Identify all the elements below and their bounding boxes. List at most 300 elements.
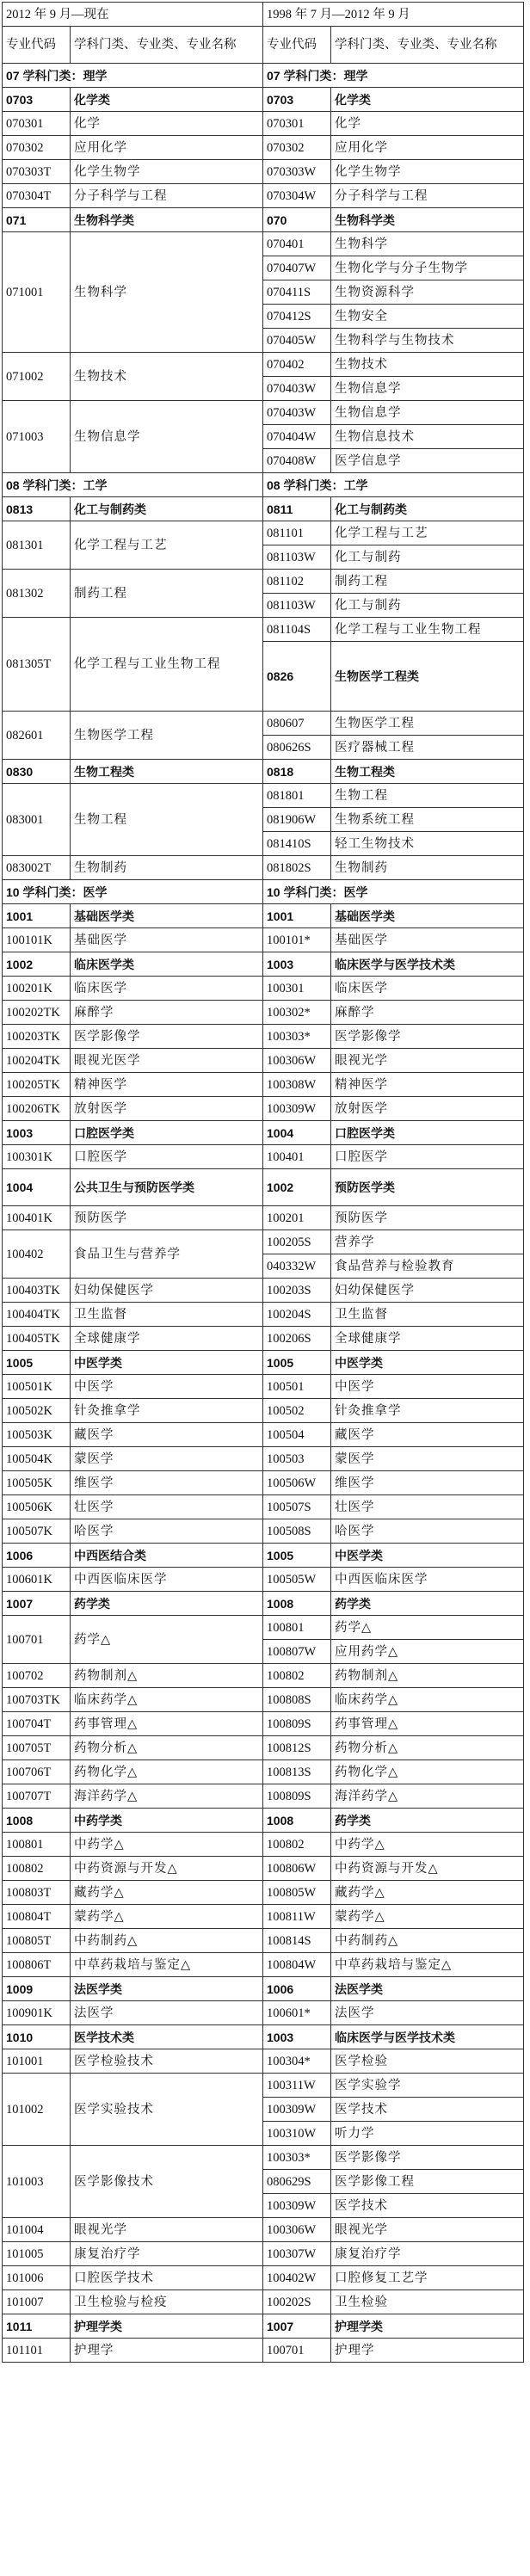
major-row [3, 1760, 524, 1784]
major-name-old: 预防医学 [331, 1206, 524, 1230]
major-name-new: 中药资源与开发△ [71, 1857, 263, 1881]
major-code-new: 100601K [3, 1568, 71, 1592]
category-name-new: 中医学类 [71, 1351, 263, 1375]
major-code-new: 070302 [3, 136, 71, 160]
major-code-new: 071002 [3, 353, 71, 401]
major-name-new: 生物医学工程 [71, 712, 263, 760]
major-code-new: 100505K [3, 1471, 71, 1495]
major-name-new: 化学工程与工业生物工程 [71, 618, 263, 712]
major-name-new: 临床医学 [71, 977, 263, 1001]
major-row [3, 2339, 524, 2363]
major-name-old: 中医学 [331, 1375, 524, 1399]
major-code-new: 100801 [3, 1833, 71, 1857]
major-name-new: 维医学 [71, 1471, 263, 1495]
major-code-new: 101007 [3, 2290, 71, 2314]
category-row [3, 1544, 524, 1568]
major-code-new: 070301 [3, 112, 71, 136]
major-code-new: 100507K [3, 1519, 71, 1544]
category-row [3, 1351, 524, 1375]
major-row [3, 1423, 524, 1447]
major-code-new: 100504K [3, 1447, 71, 1471]
major-row [3, 1279, 524, 1303]
category-name-new: 公共卫生与预防医学类 [71, 1169, 263, 1206]
major-code-new: 100203TK [3, 1025, 71, 1049]
major-code-new: 100806T [3, 1953, 71, 1977]
major-row [3, 1736, 524, 1760]
major-name-new: 全球健康学 [71, 1327, 263, 1351]
category-code-new: 1007 [3, 1592, 71, 1616]
major-name-new: 生物工程 [71, 784, 263, 856]
major-name-old: 听力学 [331, 2122, 524, 2146]
category-row [3, 2025, 524, 2049]
major-name-old: 药物化学△ [331, 1760, 524, 1784]
category-name-old: 化学类 [331, 88, 524, 112]
major-name-old: 生物科学与生物技术 [331, 329, 524, 353]
major-name-new: 海洋药学△ [71, 1784, 263, 1809]
major-code-old: 100302* [263, 1001, 331, 1025]
major-code-old: 100807W [263, 1640, 331, 1664]
category-name-new: 法医学类 [71, 1977, 263, 2001]
discipline-old: 08 学科门类：工学 [263, 473, 524, 497]
discipline-row [3, 64, 524, 88]
major-name-new: 妇幼保健医学 [71, 1279, 263, 1303]
major-name-old: 化学生物学 [331, 160, 524, 184]
major-code-old: 070302 [263, 136, 331, 160]
major-code-new: 100202TK [3, 1001, 71, 1025]
major-code-old: 100801 [263, 1616, 331, 1640]
major-name-old: 分子科学与工程 [331, 184, 524, 208]
category-code-new: 0703 [3, 88, 71, 112]
major-row [3, 1327, 524, 1351]
major-code-old: 070408W [263, 449, 331, 473]
major-code-old: 100202S [263, 2290, 331, 2314]
major-name-old: 中药资源与开发△ [331, 1857, 524, 1881]
major-name-old: 生物医学工程 [331, 712, 524, 736]
major-name-old: 中草药栽培与鉴定△ [331, 1953, 524, 1977]
major-name-old: 医学技术 [331, 2194, 524, 2218]
major-code-new: 100403TK [3, 1279, 71, 1303]
category-code-new: 1005 [3, 1351, 71, 1375]
major-code-old: 070405W [263, 329, 331, 353]
category-name-old: 法医学类 [331, 1977, 524, 2001]
category-code-old: 0818 [263, 760, 331, 784]
major-name-old: 基础医学 [331, 928, 524, 952]
major-name-old: 藏医学 [331, 1423, 524, 1447]
major-name-old: 化工与制药 [331, 545, 524, 570]
major-code-old: 081103W [263, 594, 331, 618]
major-name-new: 生物技术 [71, 353, 263, 401]
major-name-old: 针灸推拿学 [331, 1399, 524, 1423]
major-code-old: 081103W [263, 545, 331, 570]
major-code-old: 100101* [263, 928, 331, 952]
category-row [3, 208, 524, 232]
major-row [3, 1568, 524, 1592]
major-code-new: 100805T [3, 1929, 71, 1953]
major-row [3, 401, 524, 425]
major-name-old: 卫生监督 [331, 1303, 524, 1327]
major-code-old: 100303* [263, 2146, 331, 2170]
major-name-old: 生物化学与分子生物学 [331, 256, 524, 280]
major-code-old: 100502 [263, 1399, 331, 1423]
category-code-old: 1008 [263, 1809, 331, 1833]
major-code-old: 070411S [263, 280, 331, 305]
major-code-new: 071001 [3, 232, 71, 353]
major-code-new: 100804T [3, 1905, 71, 1929]
major-row [3, 1049, 524, 1073]
category-code-old: 0703 [263, 88, 331, 112]
category-code-old: 1001 [263, 904, 331, 928]
category-name-new: 临床医学类 [71, 952, 263, 977]
col-name-old: 学科门类、专业类、专业名称 [331, 27, 524, 64]
period-old: 1998 年 7 月—2012 年 9 月 [263, 3, 524, 27]
category-name-new: 化工与制药类 [71, 497, 263, 521]
major-code-new: 101101 [3, 2339, 71, 2363]
category-code-new: 1003 [3, 1121, 71, 1145]
category-code-new: 0826 [263, 642, 331, 712]
major-name-new: 制药工程 [71, 570, 263, 618]
category-name-old: 护理学类 [331, 2314, 524, 2339]
major-name-old: 生物安全 [331, 305, 524, 329]
major-code-old: 100508S [263, 1519, 331, 1544]
col-code-new: 专业代码 [3, 27, 71, 64]
major-name-old: 药事管理△ [331, 1712, 524, 1736]
major-name-new: 放射医学 [71, 1097, 263, 1121]
major-name-old: 壮医学 [331, 1495, 524, 1519]
category-code-new: 071 [3, 208, 71, 232]
major-name-old: 应用药学△ [331, 1640, 524, 1664]
major-code-old: 100505W [263, 1568, 331, 1592]
category-code-old: 1006 [263, 1977, 331, 2001]
major-name-new: 眼视光医学 [71, 1049, 263, 1073]
category-name-new: 基础医学类 [71, 904, 263, 928]
major-name-new: 中药学△ [71, 1833, 263, 1857]
major-code-new: 100503K [3, 1423, 71, 1447]
major-code-old: 100402W [263, 2266, 331, 2290]
major-code-old: 100309W [263, 2194, 331, 2218]
category-name-new: 医学技术类 [71, 2025, 263, 2049]
category-code-new: 1011 [3, 2314, 71, 2339]
major-name-new: 壮医学 [71, 1495, 263, 1519]
major-row [3, 1953, 524, 1977]
major-name-new: 药学△ [71, 1616, 263, 1664]
category-name-old: 中医学类 [331, 1544, 524, 1568]
major-name-old: 法医学 [331, 2001, 524, 2025]
major-code-new: 100506K [3, 1495, 71, 1519]
major-code-old: 100802 [263, 1833, 331, 1857]
major-catalog-table [2, 2, 524, 2363]
discipline-row [3, 880, 524, 904]
major-code-new: 100301K [3, 1145, 71, 1169]
major-name-new: 中草药栽培与鉴定△ [71, 1953, 263, 1977]
major-row [3, 1230, 524, 1254]
major-row [3, 1519, 524, 1544]
category-row [3, 1809, 524, 1833]
major-row [3, 618, 524, 642]
major-code-new: 100802 [3, 1857, 71, 1881]
major-name-old: 化工与制药 [331, 594, 524, 618]
major-name-old: 临床药学△ [331, 1688, 524, 1712]
major-name-old: 哈医学 [331, 1519, 524, 1544]
major-name-new: 化学工程与工艺 [71, 521, 263, 570]
major-row [3, 1375, 524, 1399]
major-name-new: 化学生物学 [71, 160, 263, 184]
major-name-new: 藏医学 [71, 1423, 263, 1447]
major-row [3, 353, 524, 377]
major-code-new: 081301 [3, 521, 71, 570]
major-code-new: 100205TK [3, 1073, 71, 1097]
major-code-old: 070401 [263, 232, 331, 256]
major-name-new: 医学影像技术 [71, 2146, 263, 2218]
major-code-old: 081802S [263, 856, 331, 880]
category-row [3, 88, 524, 112]
major-code-old: 100805W [263, 1881, 331, 1905]
major-row [3, 1206, 524, 1230]
major-name-new: 哈医学 [71, 1519, 263, 1544]
major-row [3, 1616, 524, 1640]
major-code-old: 100506W [263, 1471, 331, 1495]
major-code-old: 081801 [263, 784, 331, 808]
major-name-new: 中药制药△ [71, 1929, 263, 1953]
category-name-old: 药学类 [331, 1592, 524, 1616]
category-name-old: 预防医学类 [331, 1169, 524, 1206]
major-code-new: 100706T [3, 1760, 71, 1784]
category-name-new: 药学类 [71, 1592, 263, 1616]
category-row [3, 2314, 524, 2339]
major-name-old: 药学△ [331, 1616, 524, 1640]
category-code-new: 1009 [3, 1977, 71, 2001]
major-code-new: 101003 [3, 2146, 71, 2218]
category-name-old: 化工与制药类 [331, 497, 524, 521]
discipline-new: 07 学科门类：理学 [3, 64, 263, 88]
major-name-old: 精神医学 [331, 1073, 524, 1097]
major-code-old: 081104S [263, 618, 331, 642]
major-code-new: 100701 [3, 1616, 71, 1664]
major-row [3, 1303, 524, 1327]
major-row [3, 232, 524, 256]
major-code-old: 100206S [263, 1327, 331, 1351]
column-header-row [3, 27, 524, 64]
major-name-new: 护理学 [71, 2339, 263, 2363]
major-name-old: 药物分析△ [331, 1736, 524, 1760]
major-code-old: 100501 [263, 1375, 331, 1399]
major-name-new: 基础医学 [71, 928, 263, 952]
major-code-new: 100705T [3, 1736, 71, 1760]
major-name-old: 医学影像学 [331, 1025, 524, 1049]
category-code-old: 1005 [263, 1351, 331, 1375]
category-name-new: 中西医结合类 [71, 1544, 263, 1568]
major-code-new: 100901K [3, 2001, 71, 2025]
category-name-new: 护理学类 [71, 2314, 263, 2339]
category-code-old: 1002 [263, 1169, 331, 1206]
major-code-old: 070303W [263, 160, 331, 184]
major-row [3, 2049, 524, 2074]
major-name-old: 全球健康学 [331, 1327, 524, 1351]
category-code-old: 1003 [263, 952, 331, 977]
major-name-new: 药物分析△ [71, 1736, 263, 1760]
major-name-old: 轻工生物技术 [331, 832, 524, 856]
major-row [3, 1097, 524, 1121]
discipline-old: 10 学科门类：医学 [263, 880, 524, 904]
major-code-old: 100204S [263, 1303, 331, 1327]
major-name-old: 中西医临床医学 [331, 1568, 524, 1592]
major-row [3, 1495, 524, 1519]
category-name-new: 生物工程类 [71, 760, 263, 784]
major-name-old: 医疗器械工程 [331, 736, 524, 760]
major-name-old: 医学影像工程 [331, 2170, 524, 2194]
major-row [3, 570, 524, 594]
major-name-old: 蒙医学 [331, 1447, 524, 1471]
major-name-new: 精神医学 [71, 1073, 263, 1097]
major-code-old: 100809S [263, 1784, 331, 1809]
major-row [3, 1025, 524, 1049]
major-name-old: 医学影像学 [331, 2146, 524, 2170]
category-code-new: 1001 [3, 904, 71, 928]
major-row [3, 2001, 524, 2025]
major-code-new: 100101K [3, 928, 71, 952]
discipline-new: 10 学科门类：医学 [3, 880, 263, 904]
major-code-old: 070301 [263, 112, 331, 136]
major-name-old: 维医学 [331, 1471, 524, 1495]
major-name-old: 医学实验学 [331, 2074, 524, 2098]
major-name-old: 临床医学 [331, 977, 524, 1001]
major-code-old: 070404W [263, 425, 331, 449]
major-code-new: 100704T [3, 1712, 71, 1736]
category-row [3, 497, 524, 521]
major-code-new: 083001 [3, 784, 71, 856]
major-code-old: 100301 [263, 977, 331, 1001]
major-code-old: 100310W [263, 2122, 331, 2146]
major-row [3, 977, 524, 1001]
major-code-old: 100304* [263, 2049, 331, 2074]
discipline-new: 08 学科门类：工学 [3, 473, 263, 497]
category-name-old: 临床医学与医学技术类 [331, 2025, 524, 2049]
category-code-old: 1003 [263, 2025, 331, 2049]
major-row [3, 184, 524, 208]
major-code-old: 100201 [263, 1206, 331, 1230]
major-code-new: 100405TK [3, 1327, 71, 1351]
category-name-new: 口腔医学类 [71, 1121, 263, 1145]
major-name-new: 康复治疗学 [71, 2242, 263, 2266]
major-code-old: 080629S [263, 2170, 331, 2194]
major-code-old: 100701 [263, 2339, 331, 2363]
category-name-old: 基础医学类 [331, 904, 524, 928]
major-code-old: 100309W [263, 2098, 331, 2122]
category-name-new: 生物科学类 [71, 208, 263, 232]
major-row [3, 1073, 524, 1097]
major-code-new: 081302 [3, 570, 71, 618]
major-code-new: 100201K [3, 977, 71, 1001]
major-code-old: 070402 [263, 353, 331, 377]
major-code-old: 100306W [263, 1049, 331, 1073]
major-code-old: 040332W [263, 1254, 331, 1279]
major-name-old: 麻醉学 [331, 1001, 524, 1025]
major-code-old: 100307W [263, 2242, 331, 2266]
major-code-new: 071003 [3, 401, 71, 473]
major-name-old: 医学检验 [331, 2049, 524, 2074]
major-name-old: 中药学△ [331, 1833, 524, 1857]
major-name-old: 化学工程与工业生物工程 [331, 618, 524, 642]
category-code-old: 1004 [263, 1121, 331, 1145]
major-name-new: 药事管理△ [71, 1712, 263, 1736]
major-code-new: 100501K [3, 1375, 71, 1399]
major-name-new: 中医学 [71, 1375, 263, 1399]
discipline-old: 07 学科门类：理学 [263, 64, 524, 88]
major-code-new: 100401K [3, 1206, 71, 1230]
category-code-new: 0830 [3, 760, 71, 784]
col-name-new: 学科门类、专业类、专业名称 [71, 27, 263, 64]
major-code-new: 101005 [3, 2242, 71, 2266]
major-code-old: 100306W [263, 2218, 331, 2242]
major-code-old: 100601* [263, 2001, 331, 2025]
major-name-old: 中药制药△ [331, 1929, 524, 1953]
major-name-old: 卫生检验 [331, 2290, 524, 2314]
major-name-new: 蒙医学 [71, 1447, 263, 1471]
major-name-new: 分子科学与工程 [71, 184, 263, 208]
major-name-old: 食品营养与检验教育 [331, 1254, 524, 1279]
major-code-old: 100507S [263, 1495, 331, 1519]
major-row [3, 1881, 524, 1905]
major-name-new: 麻醉学 [71, 1001, 263, 1025]
major-code-old: 100812S [263, 1736, 331, 1760]
major-code-old: 070403W [263, 401, 331, 425]
category-code-new: 1004 [3, 1169, 71, 1206]
major-row [3, 1399, 524, 1423]
major-name-old: 口腔医学 [331, 1145, 524, 1169]
major-name-old: 护理学 [331, 2339, 524, 2363]
major-name-old: 化学 [331, 112, 524, 136]
major-name-new: 法医学 [71, 2001, 263, 2025]
category-row [3, 1121, 524, 1145]
major-row [3, 1905, 524, 1929]
major-code-new: 100204TK [3, 1049, 71, 1073]
major-code-old: 081410S [263, 832, 331, 856]
category-code-new: 1010 [3, 2025, 71, 2049]
category-name-old: 口腔医学类 [331, 1121, 524, 1145]
major-name-new: 药物制剂△ [71, 1664, 263, 1688]
major-code-new: 070304T [3, 184, 71, 208]
major-code-old: 100804W [263, 1953, 331, 1977]
major-code-old: 100813S [263, 1760, 331, 1784]
major-name-old: 蒙药学△ [331, 1905, 524, 1929]
major-row [3, 1857, 524, 1881]
category-code-old: 1005 [263, 1544, 331, 1568]
category-row [3, 1592, 524, 1616]
category-code-old: 070 [263, 208, 331, 232]
category-name-new: 生物医学工程类 [331, 642, 524, 712]
major-name-old: 医学信息学 [331, 449, 524, 473]
major-row [3, 1833, 524, 1857]
major-name-old: 眼视光学 [331, 2218, 524, 2242]
major-name-old: 生物制药 [331, 856, 524, 880]
major-code-new: 101002 [3, 2074, 71, 2146]
major-code-old: 100303* [263, 1025, 331, 1049]
major-code-new: 100707T [3, 1784, 71, 1809]
category-code-old: 1007 [263, 2314, 331, 2339]
table-body [3, 3, 524, 2363]
major-row [3, 856, 524, 880]
major-row [3, 1001, 524, 1025]
major-name-old: 藏药学△ [331, 1881, 524, 1905]
category-name-old: 中医学类 [331, 1351, 524, 1375]
category-code-new: 1006 [3, 1544, 71, 1568]
category-name-old: 药学类 [331, 1809, 524, 1833]
category-code-old: 0811 [263, 497, 331, 521]
major-row [3, 2146, 524, 2170]
major-code-old: 100808S [263, 1688, 331, 1712]
major-name-old: 生物科学 [331, 232, 524, 256]
major-name-new: 生物科学 [71, 232, 263, 353]
major-row [3, 1688, 524, 1712]
